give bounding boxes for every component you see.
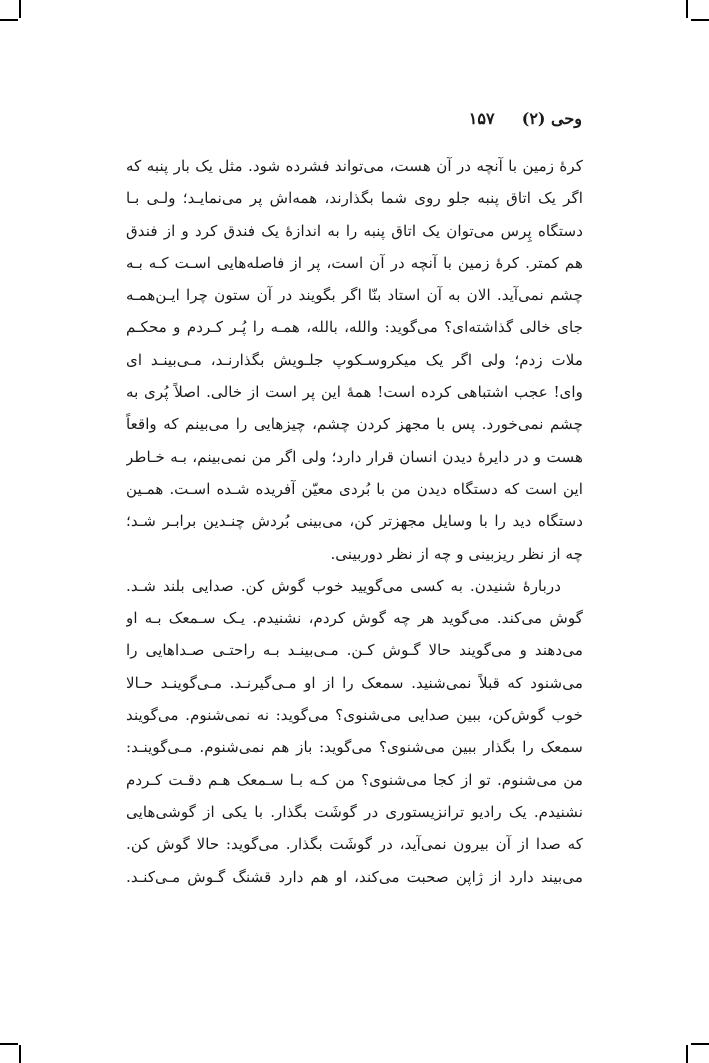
text-line: کرهٔ زمین با آنچه در آن هست، می‌تواند فشرده شود. مثل یک بار پنبه که xyxy=(126,157,583,175)
text-line: وای! عجب اشتباهی کرده است! همهٔ این پر است از خالی. اصلاً پُری به xyxy=(126,383,583,402)
text-line: اگر یک اتاق پنبه جلو روی شما بگذارند، همه‌اش پر می‌نمایـد؛ ولـی بـا xyxy=(126,189,583,208)
crop-mark-top-right-h xyxy=(691,19,709,21)
text-line-paragraph-end: چه از نظر ریزبینی و چه از نظر دوربینی. xyxy=(330,544,583,563)
crop-mark-bottom-right-h xyxy=(691,1043,709,1045)
text-line-paragraph-start: دربارهٔ شنیدن. به کسی می‌گویید خوب گوش کن. صدایی بلند شـد. xyxy=(126,576,561,595)
crop-mark-bottom-left xyxy=(19,1045,21,1063)
chapter-title: وحی (۲) xyxy=(521,109,582,128)
text-line: گوش می‌کند. می‌گوید هر چه گوش کردم، نشنیدم. یـک سـمعک بـه او xyxy=(126,609,583,628)
text-line: خوب گوش‌کن، ببین صدایی می‌شنوی؟ می‌گوید: نه نمی‌شنوم. می‌گویند xyxy=(126,706,583,725)
text-line: هست و در دایرهٔ دیدن انسان قرار دارد؛ ولی اگر من نمی‌بینم، بـه خـاطر xyxy=(126,447,583,466)
text-line: نشنیدم. یک رادیو ترانزیستوری در گوشَت بگذار. با یکی از گوشی‌هایی xyxy=(126,802,583,821)
crop-mark-top-left-h xyxy=(0,19,18,21)
crop-mark-top-left xyxy=(19,0,21,18)
text-line: من می‌شنوم. تو از کجا می‌شنوی؟ من کـه بـا سـمعک هـم دقـت کـردم xyxy=(126,770,583,789)
text-line: ملات زدم؛ ولی اگر یک میکروسـکوپ جلـویش بگذارنـد، مـی‌بینـد ای xyxy=(126,350,583,369)
text-line: می‌شنود که قبلاً نمی‌شنید. سمعک را از او مـی‌گیرنـد. مـی‌گوینـد حـالا xyxy=(126,673,583,692)
text-line: می‌دهند و می‌گویند حالا گـوش کـن. مـی‌بینـد بـه راحتـی صـداهایی را xyxy=(126,641,583,660)
body-text xyxy=(126,150,583,893)
crop-mark-bottom-left-h xyxy=(0,1043,18,1045)
text-line: که صدا از آن بیرون نمی‌آید، در گوشَت بگذار. می‌گوید: حالا گوش کن. xyxy=(126,835,583,854)
text-line: دستگاه پِرس می‌توان یک اتاق پنبه را به اندازهٔ یک فندق کرد و از فندق xyxy=(126,221,583,240)
page-number: ۱۵۷ xyxy=(468,109,495,128)
text-line: دستگاه دید را با وسایل مجهزتر کن، می‌بینی بُردش چنـدین برابـر شـد؛ xyxy=(126,512,583,531)
text-line: چشم نمی‌خورد. پس با مجهز کردن چشم، چیزهایی را می‌بینم که واقعاً xyxy=(126,415,583,434)
text-line: چشم نمی‌آید. الان به آن استاد بنّا اگر بگویند در آن ستون چرا ایـن‌همـه xyxy=(126,286,583,305)
page-header xyxy=(132,104,582,134)
crop-mark-top-right xyxy=(686,0,688,18)
text-line: جای خالی گذاشته‌ای؟ می‌گوید: والله، بالله، همـه را پُـر کـردم و محکـم xyxy=(126,318,583,337)
text-line: هم کمتر. کرهٔ زمین با آنچه در آن است، پر از فاصله‌هایی اسـت کـه بـه xyxy=(126,253,583,272)
text-line: این است که دستگاه دیدن من با بُردی معیّن آفریده شـده اسـت. همـین xyxy=(126,479,583,498)
text-line: می‌بیند دارد از ژاپن صحبت می‌کند، او هم دارد قشنگ گـوش مـی‌کنـد. xyxy=(126,867,583,886)
crop-mark-bottom-right xyxy=(686,1045,688,1063)
text-line: سمعک را بگذار ببین می‌شنوی؟ می‌گوید: باز هم نمی‌شنوم. مـی‌گوینـد: xyxy=(126,738,583,757)
